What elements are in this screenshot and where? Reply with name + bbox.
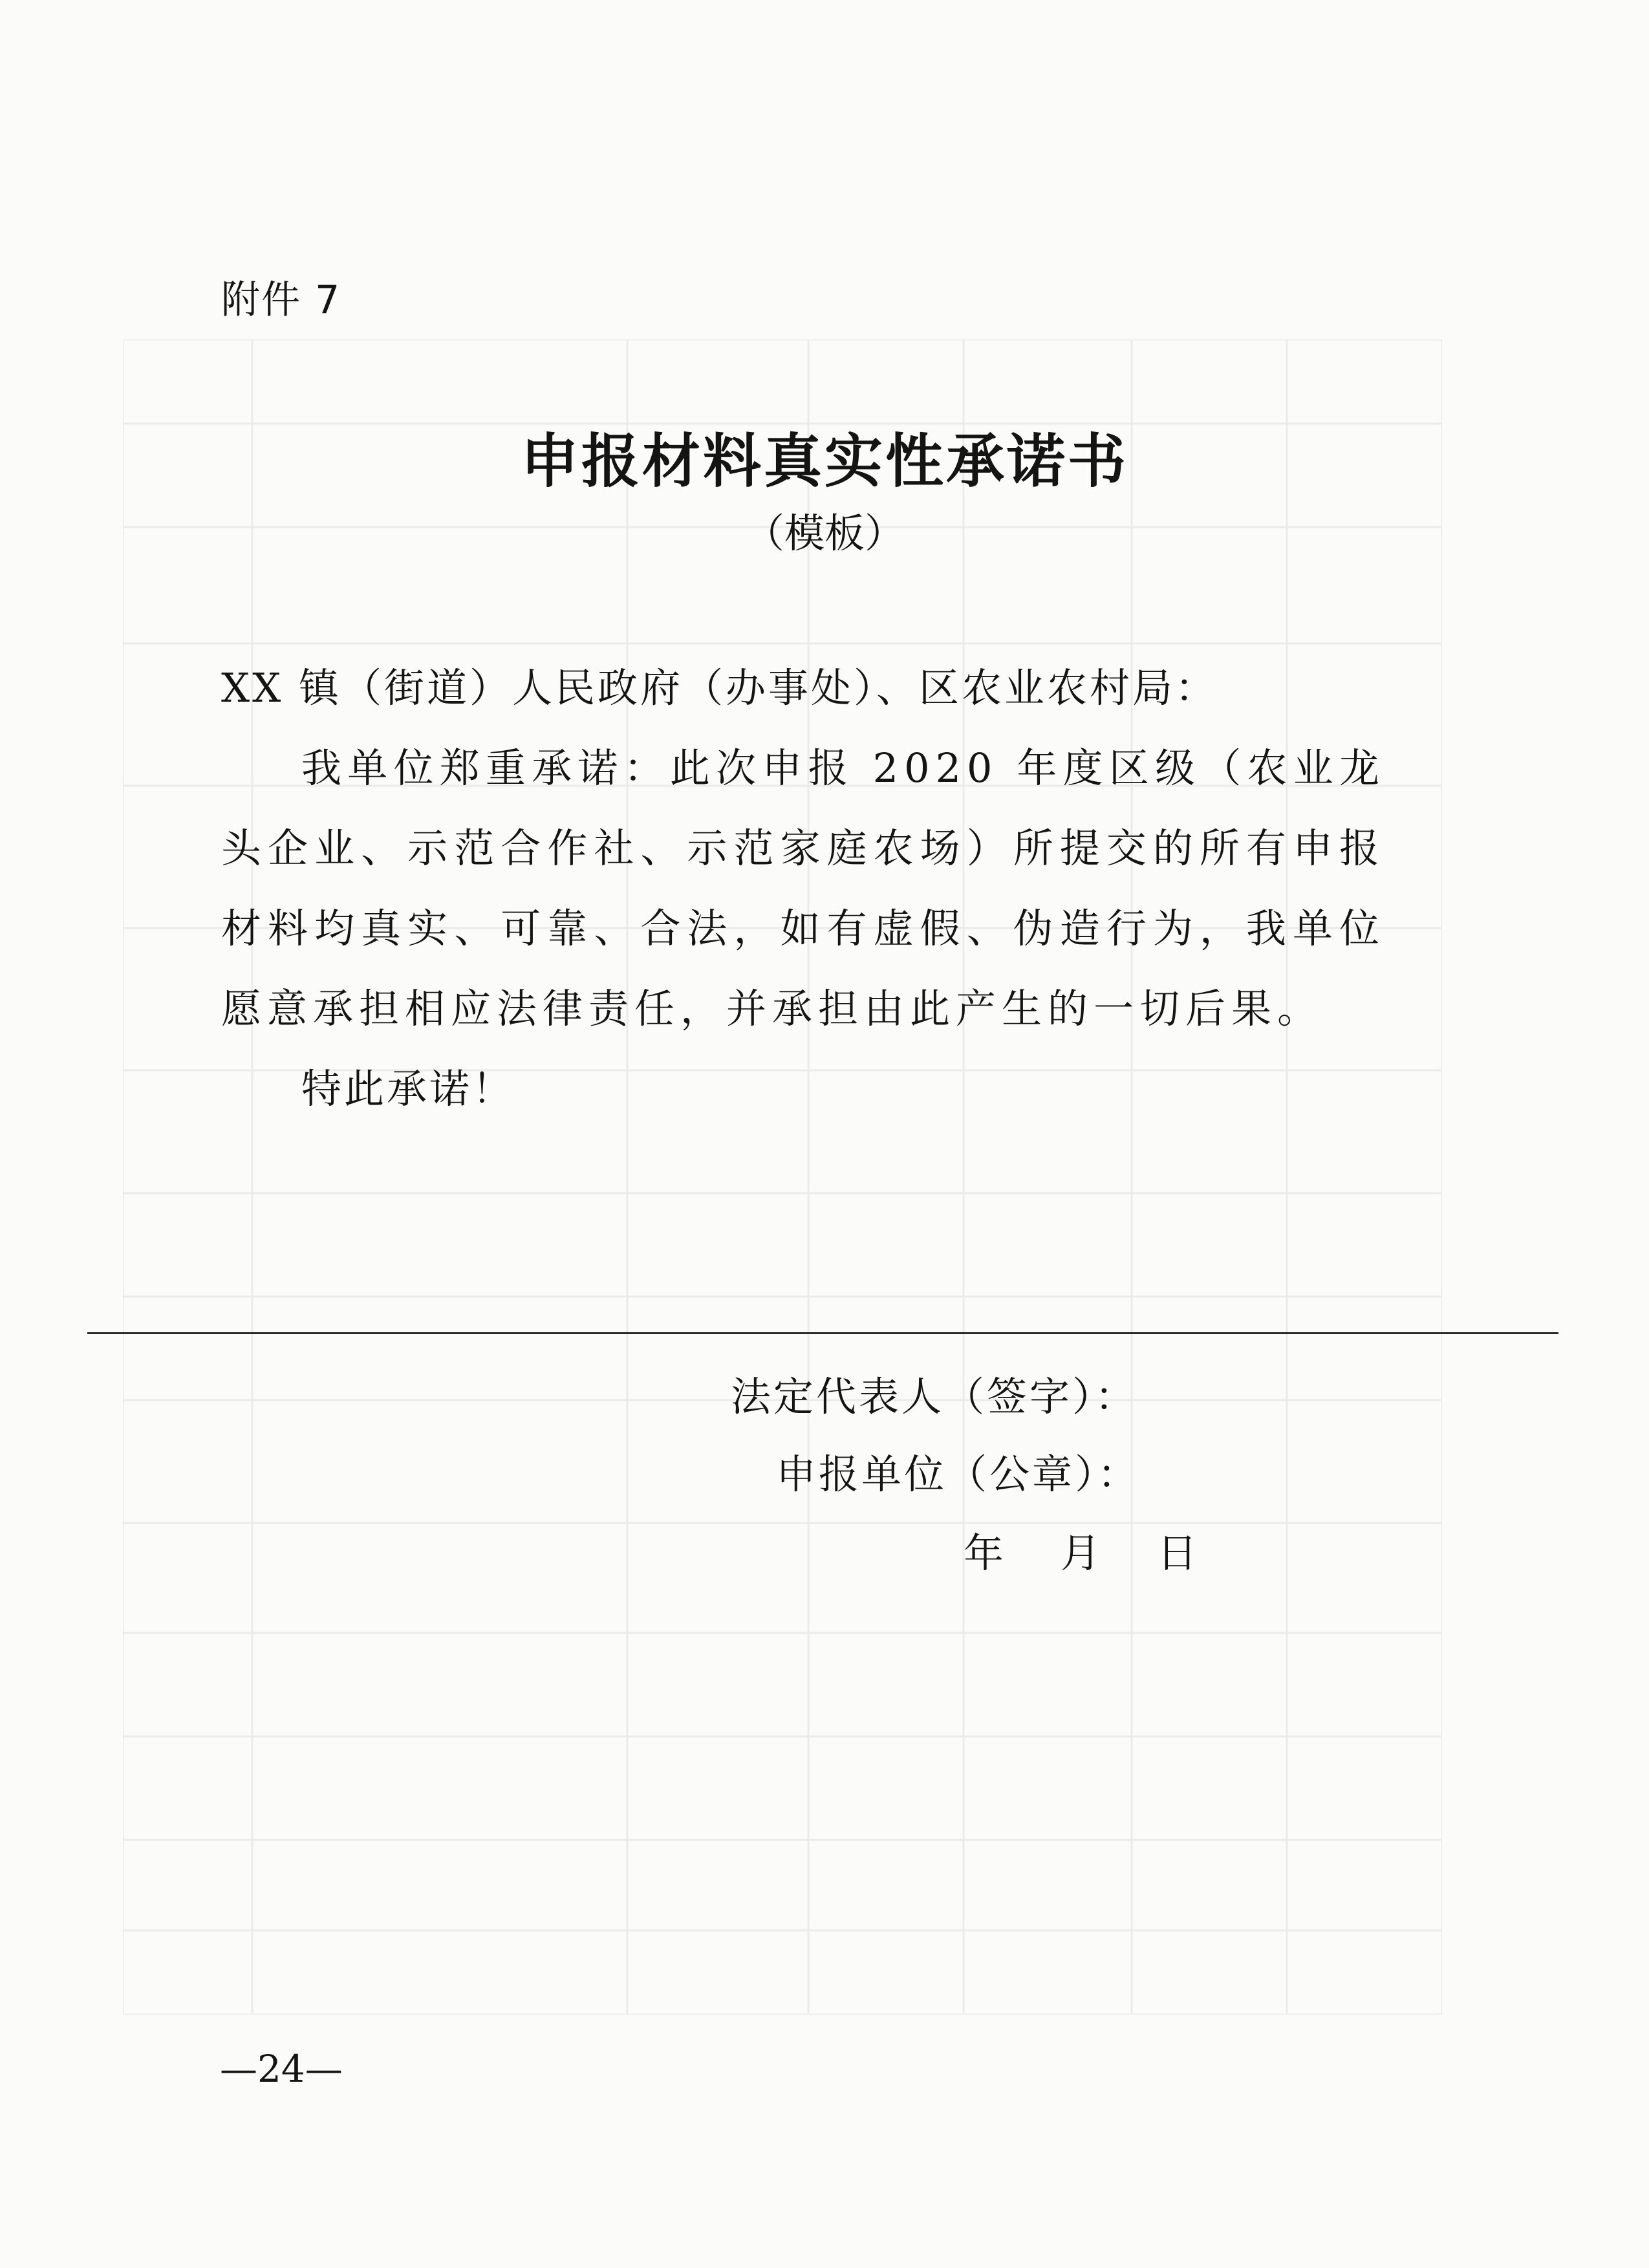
- date-line: 年 月 日: [964, 1529, 1200, 1577]
- legal-representative-signature: 法定代表人（签字）：: [731, 1373, 1138, 1420]
- document-subtitle: （模板）: [744, 510, 905, 557]
- commitment-paragraph: 我单位郑重承诺：此次申报 2020 年度区级（农业龙头企业、示范合作社、示范家庭农场）所提交的所有申报材料均真实、可靠、合法，如有虚假、伪造行为，我单位愿意承担相应法律责任，并承担由此产生的一切后果。: [221, 744, 1385, 1032]
- attachment-label: 附件 7: [221, 277, 341, 323]
- addressee: XX 镇（街道）人民政府（办事处）、区农业农村局：: [221, 664, 1218, 711]
- bleed-through-table: [123, 340, 1442, 2014]
- divider-line: [87, 1332, 1558, 1334]
- document-title: 申报材料真实性承诺书: [521, 427, 1128, 495]
- bleed-through-grid: [123, 340, 1442, 2014]
- applicant-unit-seal: 申报单位（公章）：: [776, 1451, 1141, 1498]
- page-number: —24—: [220, 2047, 343, 2091]
- closing-line: 特此承诺！: [301, 1065, 515, 1112]
